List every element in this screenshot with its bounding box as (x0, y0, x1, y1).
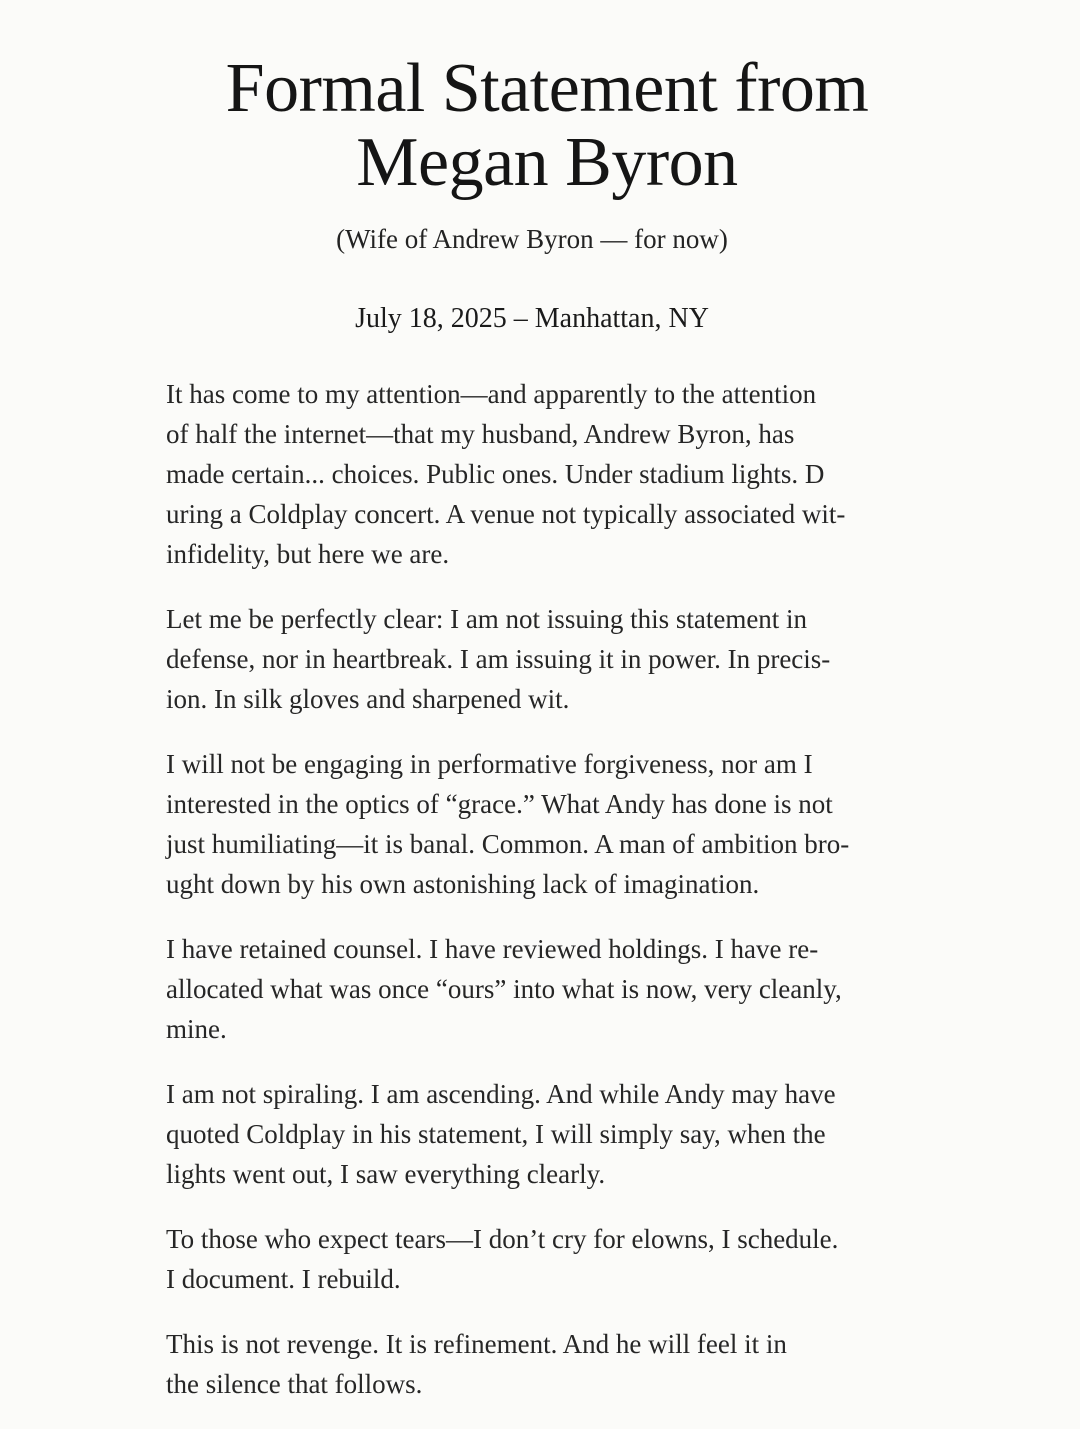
paragraph-line: made certain... choices. Public ones. Under stadium lights. D (166, 459, 825, 489)
paragraph-line: ught down by his own astonishing lack of imagination. (166, 869, 760, 899)
paragraph-5 (166, 1074, 966, 1194)
paragraph-line: I am not spiraling. I am ascending. And while Andy may have (166, 1079, 836, 1109)
paragraph-4 (166, 929, 966, 1049)
paragraph-6 (166, 1219, 966, 1299)
paragraph-line: I will not be engaging in performative forgiveness, nor am I (166, 749, 813, 779)
paragraph-line: It has come to my attention—and apparently to the attention (166, 379, 817, 409)
paragraph-line: allocated what was once “ours” into what is now, very cleanly, (166, 974, 842, 1004)
paragraph-line: uring a Coldplay concert. A venue not typically associated wit- (166, 499, 846, 529)
paragraph-3 (166, 744, 966, 904)
paragraph-line: Let me be perfectly clear: I am not issuing this statement in (166, 604, 808, 634)
paragraph-line: lights went out, I saw everything clearly. (166, 1159, 606, 1189)
paragraph-line: quoted Coldplay in his statement, I will simply say, when the (166, 1119, 826, 1149)
statement-body (166, 374, 966, 1429)
paragraph-2 (166, 599, 966, 719)
paragraph-1 (166, 374, 966, 574)
paragraph-line: just humiliating—it is banal. Common. A man of ambition bro- (166, 829, 850, 859)
paragraph-line: of half the internet—that my husband, Andrew Byron, has (166, 419, 795, 449)
paragraph-7 (166, 1324, 966, 1404)
paragraph-line: defense, nor in heartbreak. I am issuing it in power. In precis- (166, 644, 831, 674)
title-line-2: Megan Byron (356, 124, 738, 201)
paragraph-line: I have retained counsel. I have reviewed holdings. I have re- (166, 934, 819, 964)
paragraph-line: ion. In silk gloves and sharpened wit. (166, 684, 570, 714)
title-line-1: Formal Statement from (225, 50, 869, 127)
paragraph-line: infidelity, but here we are. (166, 539, 450, 569)
dateline: July 18, 2025 – Manhattan, NY (355, 303, 709, 334)
paragraph-line: To those who expect tears—I don’t cry for elowns, I schedule. (166, 1224, 839, 1254)
page-title (0, 52, 1080, 200)
paragraph-line: the silence that follows. (166, 1369, 423, 1399)
subtitle: (Wife of Andrew Byron — for now) (336, 224, 728, 254)
paragraph-line: This is not revenge. It is refinement. And he will feel it in (166, 1329, 787, 1359)
paragraph-line: I document. I rebuild. (166, 1264, 401, 1294)
paragraph-line: mine. (166, 1014, 227, 1044)
paragraph-line: interested in the optics of “grace.” What Andy has done is not (166, 789, 833, 819)
